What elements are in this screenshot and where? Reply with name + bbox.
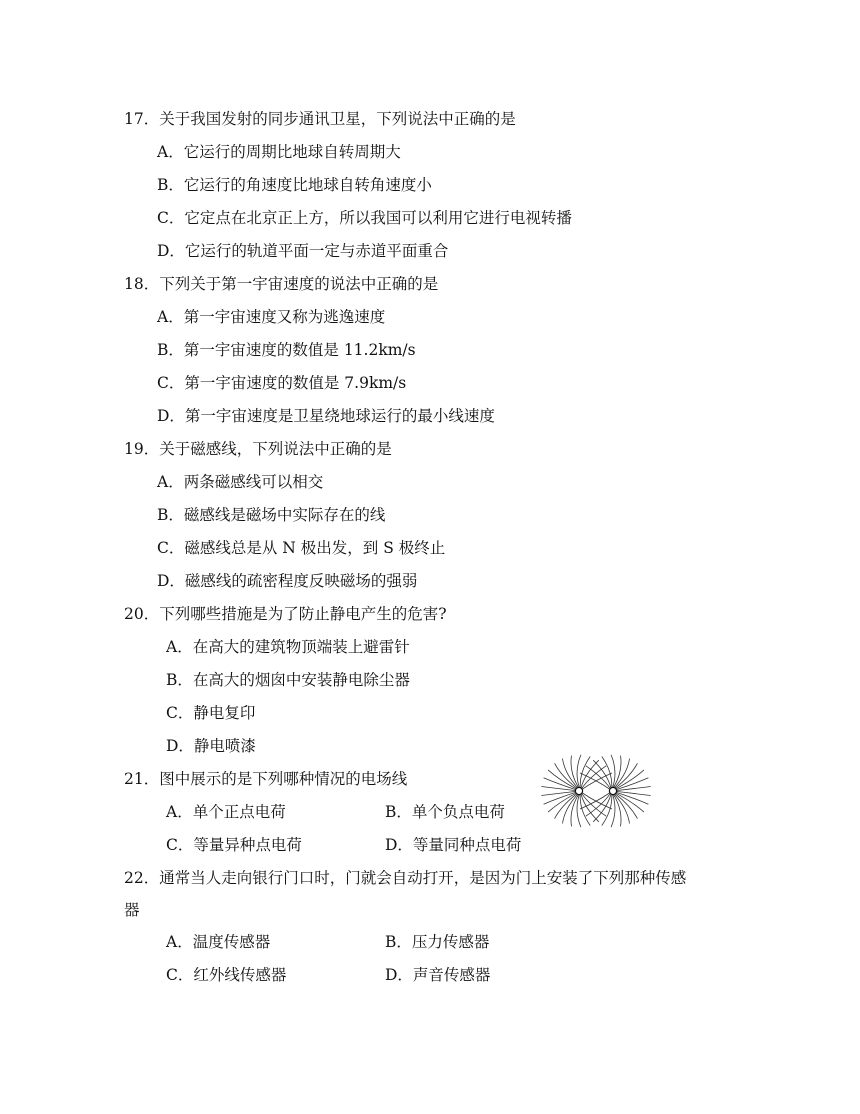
question-19-option-a: A．两条磁感线可以相交: [157, 473, 324, 491]
field-line: [617, 792, 651, 796]
question-20-stem: 20．下列哪些措施是为了防止静电产生的危害?: [124, 605, 447, 623]
field-line: [541, 787, 575, 791]
right-point-charge: [609, 787, 616, 794]
question-20-option-a: A．在高大的建筑物顶端装上避雷针: [166, 638, 410, 656]
field-line: [615, 795, 630, 824]
question-20-option-b: B．在高大的烟囱中安装静电除尘器: [166, 671, 410, 689]
question-22-option-d: D．声音传感器: [385, 966, 491, 984]
question-18-option-a: A．第一宇宙速度又称为逃逸速度: [157, 308, 386, 326]
field-line: [563, 795, 578, 824]
field-line: [615, 759, 630, 788]
question-21-option-a: A．单个正点电荷: [166, 803, 286, 821]
electric-field-lines-figure: [538, 748, 654, 834]
field-line: [541, 792, 575, 796]
question-17-stem: 17．关于我国发射的同步通讯卫星，下列说法中正确的是: [124, 110, 516, 128]
question-22-stem-line2: 器: [124, 901, 140, 919]
question-17-option-d: D．它运行的轨道平面一定与赤道平面重合: [157, 242, 449, 260]
left-point-charge: [575, 787, 582, 794]
question-17-option-b: B．它运行的角速度比地球自转角速度小: [157, 176, 432, 194]
question-18-option-b: B．第一宇宙速度的数值是 11.2km/s: [157, 341, 416, 359]
field-line: [548, 793, 576, 812]
question-22-option-c: C．红外线传感器: [166, 966, 287, 984]
question-17-option-c: C．它定点在北京正上方，所以我国可以利用它进行电视转播: [157, 209, 572, 227]
question-19-option-b: B．磁感线是磁场中实际存在的线: [157, 506, 386, 524]
field-line: [563, 759, 578, 788]
question-21-option-d: D．等量同种点电荷: [385, 836, 522, 854]
question-18-stem: 18．下列关于第一宇宙速度的说法中正确的是: [124, 275, 439, 293]
question-18-option-d: D．第一宇宙速度是卫星绕地球运行的最小线速度: [157, 407, 495, 425]
question-21-option-c: C．等量异种点电荷: [166, 836, 302, 854]
question-17-option-a: A．它运行的周期比地球自转周期大: [157, 143, 401, 161]
question-22-option-a: A．温度传感器: [166, 933, 271, 951]
question-19-option-d: D．磁感线的疏密程度反映磁场的强弱: [157, 572, 418, 590]
question-20-option-d: D．静电喷漆: [166, 737, 256, 755]
field-line: [583, 793, 612, 809]
field-line: [580, 773, 609, 789]
question-19-option-c: C．磁感线总是从 N 极出发，到 S 极终止: [157, 539, 446, 557]
question-19-stem: 19．关于磁感线，下列说法中正确的是: [124, 440, 392, 458]
question-18-option-c: C．第一宇宙速度的数值是 7.9km/s: [157, 374, 407, 392]
question-22-stem-line1: 22．通常当人走向银行门口时，门就会自动打开，是因为门上安装了下列那种传感: [124, 869, 687, 887]
question-21-stem: 21．图中展示的是下列哪种情况的电场线: [124, 770, 408, 788]
field-line: [617, 787, 651, 791]
field-line: [580, 793, 609, 809]
question-20-option-c: C．静电复印: [166, 704, 256, 722]
question-22-option-b: B．压力传感器: [385, 933, 490, 951]
field-line: [548, 770, 576, 789]
field-line: [583, 773, 612, 789]
field-line: [616, 770, 644, 789]
question-21-option-b: B．单个负点电荷: [385, 803, 505, 821]
field-line: [616, 793, 644, 812]
